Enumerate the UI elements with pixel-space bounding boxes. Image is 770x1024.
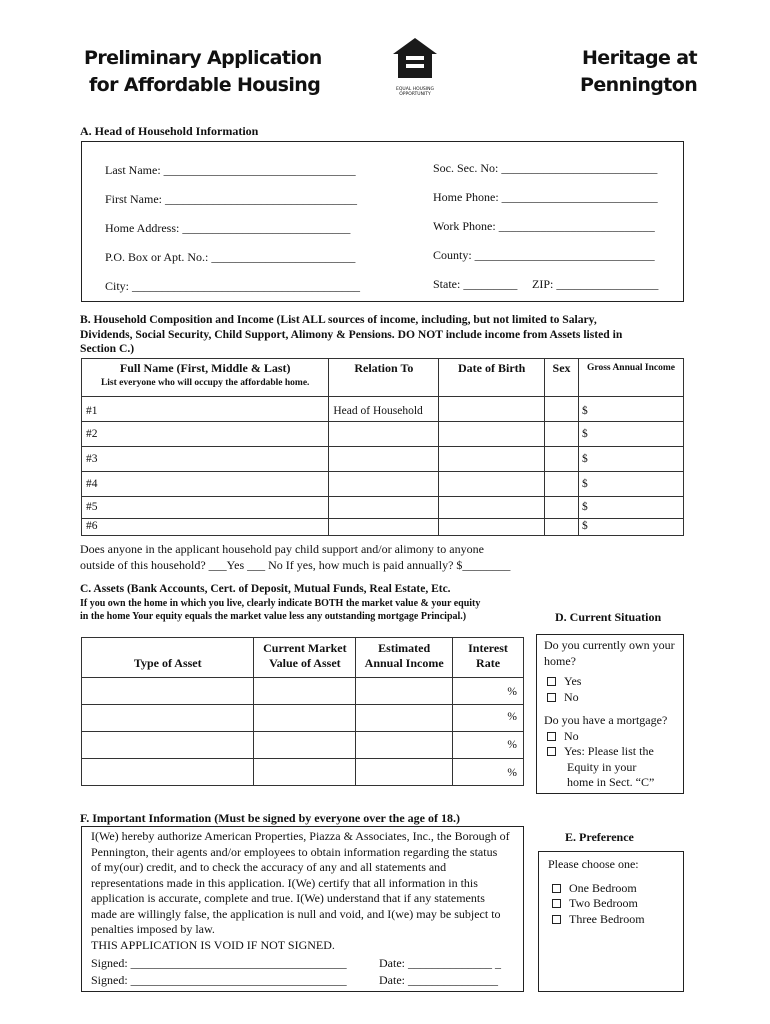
work-phone-field[interactable]: Work Phone: __________________________ <box>433 219 655 233</box>
asset-rate-cell[interactable] <box>453 732 524 759</box>
row-relation[interactable] <box>329 497 439 519</box>
row-income[interactable]: $ <box>579 472 684 497</box>
percent-sign: % <box>507 686 517 698</box>
row-income[interactable]: $ <box>579 519 684 536</box>
two-bedroom-option[interactable] <box>552 896 683 912</box>
city-field[interactable]: City: ______________________________________ <box>105 279 361 293</box>
section-b-title-line3: Section C.) <box>80 342 135 355</box>
authorization-line1: I(We) hereby authorize American Properties, Piazza & Associates, Inc., the Borough of <box>91 829 510 843</box>
child-support-question[interactable] <box>80 542 510 573</box>
table-row <box>82 519 684 536</box>
asset-market-cell[interactable] <box>254 678 356 705</box>
form-title-line1: Preliminary Application <box>84 47 322 69</box>
checkbox[interactable] <box>552 884 561 893</box>
col-full-name-label: Full Name (First, Middle & Last) <box>119 361 291 375</box>
head-of-household-box <box>81 141 684 302</box>
row-income[interactable]: $ <box>579 497 684 519</box>
preference-box <box>538 851 684 992</box>
row-relation[interactable]: Head of Household <box>329 397 439 422</box>
row-sex[interactable] <box>545 497 579 519</box>
row-relation[interactable] <box>329 447 439 472</box>
one-bedroom-label: One Bedroom <box>569 880 637 895</box>
date-field-1[interactable]: Date: ______________ _ <box>379 956 501 970</box>
one-bedroom-option[interactable] <box>552 881 683 897</box>
col-annual-income-line1: Estimated <box>378 641 431 655</box>
section-b-title <box>80 313 622 357</box>
col-interest-rate-header <box>453 638 524 678</box>
po-box-field[interactable]: P.O. Box or Apt. No.: ________________________ <box>105 250 356 264</box>
asset-income-cell[interactable] <box>356 678 453 705</box>
section-d-title: D. Current Situation <box>555 610 662 624</box>
section-e-title: E. Preference <box>565 830 634 844</box>
asset-rate-cell[interactable] <box>453 705 524 732</box>
checkbox[interactable] <box>547 747 556 756</box>
authorization-line6: made are willingly false, the application is null and void, and I(we) may be subject to <box>91 906 501 921</box>
asset-type-cell[interactable] <box>82 759 254 786</box>
row-sex[interactable] <box>545 447 579 472</box>
form-title <box>84 45 322 99</box>
table-row <box>82 497 684 519</box>
own-home-options <box>544 674 683 705</box>
mortgage-yes-label: Yes: Please list the <box>564 744 654 758</box>
mortgage-yes-note-line3: home in Sect. “C” <box>567 775 655 789</box>
row-number: #4 <box>82 472 329 497</box>
row-sex[interactable] <box>545 422 579 447</box>
table-row <box>82 678 524 705</box>
own-home-question: Do you currently own your home? <box>544 638 675 668</box>
household-table-header <box>82 359 684 397</box>
important-info-box <box>81 826 524 992</box>
col-market-value-header <box>254 638 356 678</box>
row-income[interactable]: $ <box>579 447 684 472</box>
row-dob[interactable] <box>439 519 545 536</box>
percent-sign: % <box>507 711 517 723</box>
section-c-title-line3: in the home Your equity equals the market value less any outstanding mortgage Principal.) <box>80 611 467 622</box>
ssn-field[interactable]: Soc. Sec. No: __________________________ <box>433 161 658 175</box>
col-dob-header: Date of Birth <box>439 359 545 397</box>
authorization-line2: Pennington, their agents and/or employees to obtain information regarding the status <box>91 844 498 859</box>
checkbox[interactable] <box>552 915 561 924</box>
three-bedroom-label: Three Bedroom <box>569 911 645 926</box>
mortgage-options <box>544 729 683 791</box>
section-b-title-line2: Dividends, Social Security, Child Support, Alimony & Pensions. DO NOT include income from Assets listed in <box>80 327 623 341</box>
property-name <box>580 45 697 99</box>
equal-housing-logo <box>391 36 441 97</box>
section-c-title <box>80 583 480 624</box>
table-row <box>82 705 524 732</box>
asset-market-cell[interactable] <box>254 759 356 786</box>
row-dob[interactable] <box>439 472 545 497</box>
row-dob[interactable] <box>439 397 545 422</box>
asset-market-cell[interactable] <box>254 705 356 732</box>
table-row <box>82 759 524 786</box>
row-number: #2 <box>82 422 329 447</box>
row-relation[interactable] <box>329 472 439 497</box>
section-f-title: F. Important Information (Must be signed by everyone over the age of 18.) <box>80 811 460 825</box>
home-address-field[interactable]: Home Address: ____________________________ <box>105 221 351 235</box>
authorization-line4: representations made in this application. I(We) certify that all information in this <box>91 875 478 890</box>
assets-table <box>81 637 524 786</box>
asset-type-cell[interactable] <box>82 678 254 705</box>
own-home-yes-option[interactable] <box>547 674 683 690</box>
row-relation[interactable] <box>329 422 439 447</box>
col-relation-header: Relation To <box>329 359 439 397</box>
mortgage-no-option[interactable] <box>547 729 683 745</box>
percent-sign: % <box>507 767 517 779</box>
row-number: #6 <box>82 519 329 536</box>
col-full-name-header <box>82 359 329 397</box>
mortgage-no-label: No <box>564 728 579 743</box>
row-number: #3 <box>82 447 329 472</box>
asset-income-cell[interactable] <box>356 705 453 732</box>
row-sex[interactable] <box>545 472 579 497</box>
row-income[interactable]: $ <box>579 397 684 422</box>
col-interest-rate-line2: Rate <box>476 656 501 670</box>
authorization-line3: of my(our) credit, and to check the accuracy of any and all statements and <box>91 860 447 874</box>
household-table <box>81 358 684 536</box>
col-asset-type-header: Type of Asset <box>82 638 254 678</box>
table-row <box>82 422 684 447</box>
state-field[interactable]: State: _________ <box>433 277 518 291</box>
child-support-question-line2[interactable]: outside of this household? ___Yes ___ No If yes, how much is paid annually? $________ <box>80 557 511 572</box>
child-support-question-line1: Does anyone in the applicant household pay child support and/or alimony to anyone <box>80 542 484 556</box>
row-sex[interactable] <box>545 519 579 536</box>
asset-market-cell[interactable] <box>254 732 356 759</box>
own-home-yes-label: Yes <box>564 674 582 688</box>
asset-type-cell[interactable] <box>82 705 254 732</box>
table-row <box>82 472 684 497</box>
section-c-title-line1: C. Assets (Bank Accounts, Cert. of Deposit, Mutual Funds, Real Estate, Etc. <box>80 583 451 595</box>
asset-type-cell[interactable] <box>82 732 254 759</box>
zip-field[interactable]: ZIP: _________________ <box>532 277 659 291</box>
checkbox[interactable] <box>547 693 556 702</box>
own-home-no-label: No <box>564 689 579 704</box>
mortgage-question: Do you have a mortgage? <box>544 713 668 727</box>
col-full-name-note: List everyone who will occupy the affordable home. <box>100 378 310 388</box>
col-sex-header: Sex <box>545 359 579 397</box>
row-number: #1 <box>82 397 329 422</box>
row-dob[interactable] <box>439 497 545 519</box>
void-notice: THIS APPLICATION IS VOID IF NOT SIGNED. <box>91 937 335 952</box>
row-income[interactable]: $ <box>579 422 684 447</box>
asset-rate-cell[interactable] <box>453 678 524 705</box>
logo-caption: EQUAL HOUSING OPPORTUNITY <box>396 87 434 97</box>
row-dob[interactable] <box>439 422 545 447</box>
checkbox[interactable] <box>547 677 556 686</box>
table-row <box>82 732 524 759</box>
authorization-line7: penalties imposed by law. <box>91 922 215 936</box>
signature-field-1[interactable]: Signed: ____________________________________ <box>91 956 347 970</box>
county-field[interactable]: County: ______________________________ <box>433 248 655 262</box>
col-annual-income-header <box>356 638 453 678</box>
col-interest-rate-line1: Interest <box>468 641 508 655</box>
first-name-field[interactable]: First Name: ________________________________ <box>105 192 357 206</box>
checkbox[interactable] <box>552 899 561 908</box>
row-sex[interactable] <box>545 397 579 422</box>
row-number: #5 <box>82 497 329 519</box>
section-b-title-line1: B. Household Composition and Income (List ALL sources of income, including, but not limited to Salary, <box>80 313 597 326</box>
mortgage-yes-note-line2: Equity in your <box>567 759 637 774</box>
mortgage-yes-option[interactable] <box>547 744 683 760</box>
col-market-value-line1: Current Market <box>263 641 347 655</box>
asset-income-cell[interactable] <box>356 732 453 759</box>
home-phone-field[interactable]: Home Phone: __________________________ <box>433 190 658 204</box>
date-field-2[interactable]: Date: _______________ <box>379 973 498 987</box>
property-name-line2: Pennington <box>580 74 698 96</box>
bedroom-options <box>548 881 683 928</box>
two-bedroom-label: Two Bedroom <box>569 896 638 910</box>
authorization-line5: application is accurate, complete and true. I(We) understand that if any statements <box>91 891 485 905</box>
col-market-value-line2: Value of Asset <box>269 656 341 670</box>
row-relation[interactable] <box>329 519 439 536</box>
equal-housing-house-icon <box>391 36 439 84</box>
col-income-header: Gross Annual Income <box>579 359 684 397</box>
property-name-line1: Heritage at <box>582 47 697 69</box>
own-home-no-option[interactable] <box>547 690 683 706</box>
row-dob[interactable] <box>439 447 545 472</box>
last-name-field[interactable]: Last Name: ________________________________ <box>105 163 356 177</box>
three-bedroom-option[interactable] <box>552 912 683 928</box>
signature-row-1 <box>91 956 523 973</box>
table-row <box>82 447 684 472</box>
table-row <box>82 397 684 422</box>
assets-table-header <box>82 638 524 678</box>
checkbox[interactable] <box>547 732 556 741</box>
signature-row-2 <box>91 973 523 990</box>
col-annual-income-line2: Annual Income <box>364 656 444 670</box>
signature-field-2[interactable]: Signed: ____________________________________ <box>91 973 347 987</box>
form-title-line2: for Affordable Housing <box>89 74 321 96</box>
current-situation-box <box>536 634 684 794</box>
section-c-title-line2: If you own the home in which you live, clearly indicate BOTH the market value & your equity <box>80 597 481 609</box>
asset-income-cell[interactable] <box>356 759 453 786</box>
percent-sign: % <box>507 739 517 751</box>
section-a-title: A. Head of Household Information <box>80 124 259 138</box>
asset-rate-cell[interactable] <box>453 759 524 786</box>
preference-prompt: Please choose one: <box>548 857 639 871</box>
